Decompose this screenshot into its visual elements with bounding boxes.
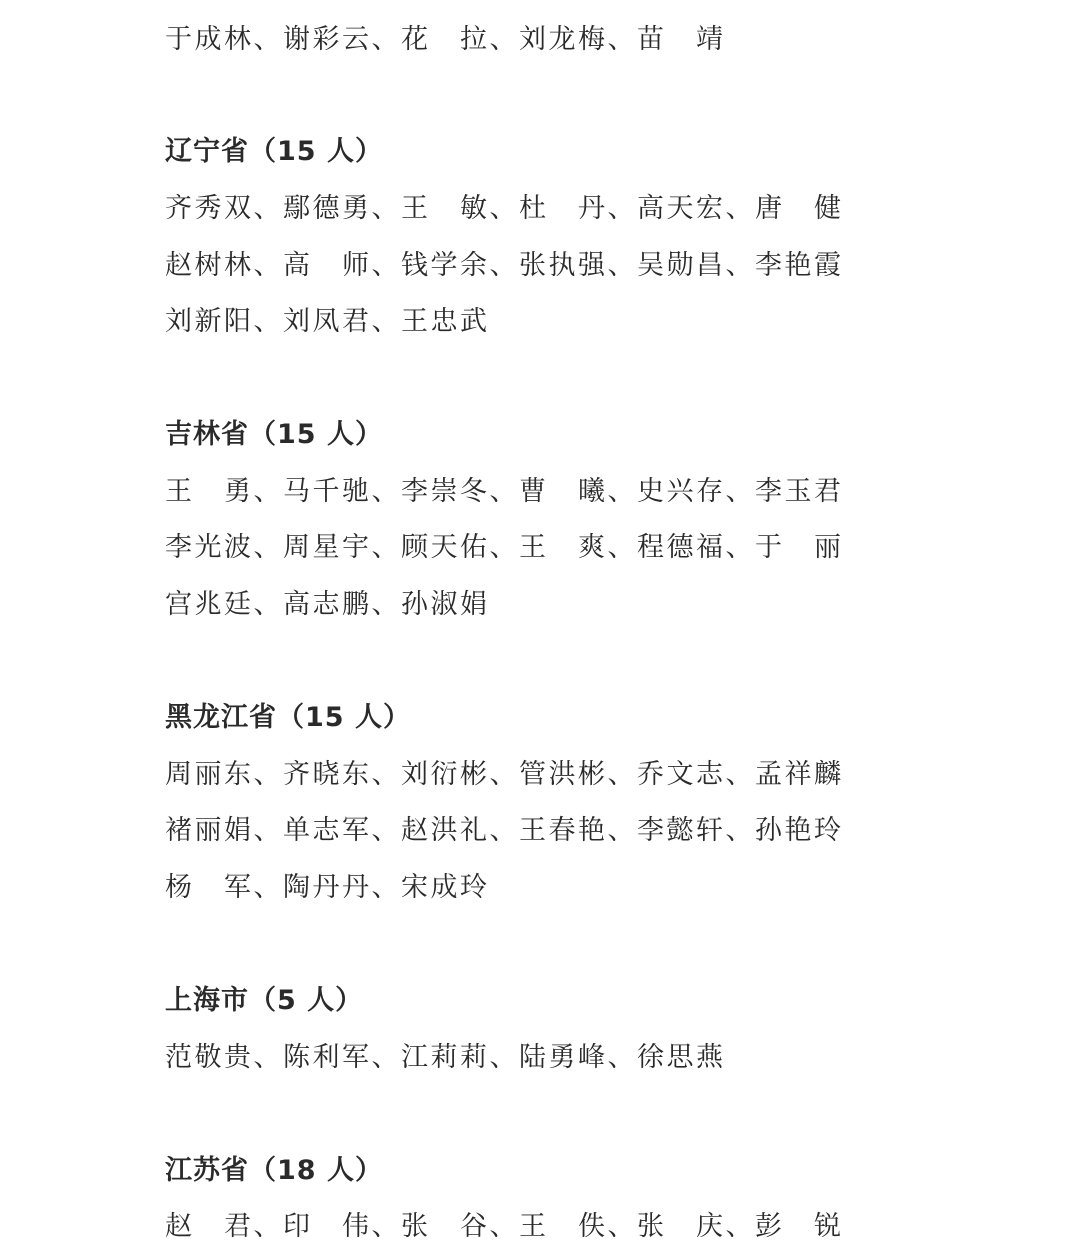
names-line: 赵树林、高 师、钱学余、张执强、吴勋昌、李艳霞 <box>165 250 844 281</box>
names-line: 宫兆廷、高志鹏、孙淑娟 <box>165 589 490 620</box>
section-heading-heilongjiang: 黑龙江省（15 人） <box>165 702 411 733</box>
names-line: 于成林、谢彩云、花 拉、刘龙梅、苗 靖 <box>165 24 726 55</box>
section-heading-jilin: 吉林省（15 人） <box>165 419 383 450</box>
names-line: 杨 军、陶丹丹、宋成玲 <box>165 872 490 903</box>
section-heading-shanghai: 上海市（5 人） <box>165 985 364 1016</box>
section-heading-jiangsu: 江苏省（18 人） <box>165 1155 383 1186</box>
section-heading-liaoning: 辽宁省（15 人） <box>165 136 383 167</box>
names-line: 李光波、周星宇、顾天佑、王 爽、程德福、于 丽 <box>165 532 844 563</box>
names-line: 王 勇、马千驰、李崇冬、曹 曦、史兴存、李玉君 <box>165 476 844 507</box>
names-line: 周丽东、齐晓东、刘衍彬、管洪彬、乔文志、孟祥麟 <box>165 759 844 790</box>
names-line: 刘新阳、刘凤君、王忠武 <box>165 306 490 337</box>
names-line: 褚丽娟、单志军、赵洪礼、王春艳、李懿轩、孙艳玲 <box>165 815 844 846</box>
names-line: 范敬贵、陈利军、江莉莉、陆勇峰、徐思燕 <box>165 1042 726 1073</box>
names-line: 赵 君、印 伟、张 谷、王 佚、张 庆、彭 锐 <box>165 1211 844 1242</box>
names-line: 齐秀双、鄢德勇、王 敏、杜 丹、高天宏、唐 健 <box>165 193 844 224</box>
